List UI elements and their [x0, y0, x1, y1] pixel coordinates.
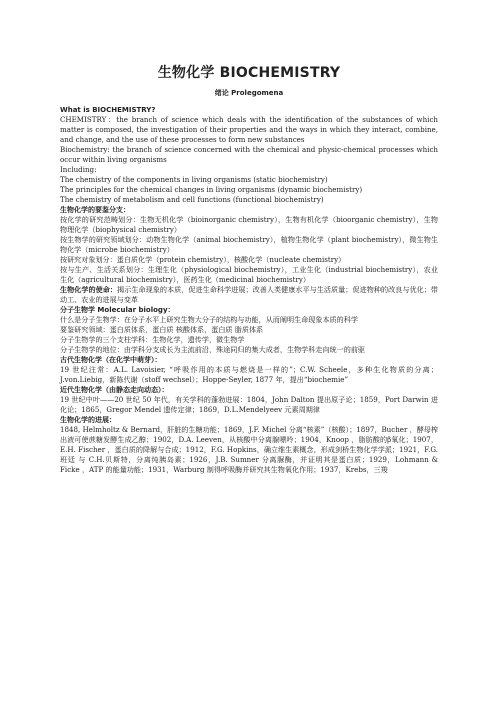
ancient-heading: 古代生物化学（在化学中萌芽）： — [60, 356, 162, 364]
branch-item-2: 按生物学的研究领域划分：动物生物化学（animal biochemistry），植物生物化学（plant biochemistry），微生物生物化学（microbe biochemistry） — [60, 235, 438, 254]
document-title: 生物化学 BIOCHEMISTRY — [157, 65, 341, 81]
modern-text: 19 世纪中叶——20 世纪 50 年代，有关学科的蓬勃进展：1804，John Dalton 提出原子论；1859，Port Darwin 进化论；1865，Gregor Mendel 遗传定律；1869，D.L.Mendelyeev 元素周期律 — [60, 395, 438, 414]
branch-item-1: 按化学的研究范畴划分：生物无机化学（bioinorganic chemistry），生物有机化学（bioorganic chemistry），生物物理化学（biophysical chemistry） — [60, 215, 438, 234]
branch-item-4: 按与生产、生活关系划分：生理生化（physiological biochemistry），工业生化（industrial biochemistry），农业生化（agricultural biochemistry），医药生化（medicinal biochemistry） — [60, 265, 438, 284]
ancient-text: 19 世纪注常：A.L. Lavoisier, “呼吸作用的本质与燃烧是一样的”；C.W. Scheele，多种生化物质的分离；J.von.Liebig，新陈代谢（stoff wechsel）；Hoppe-Seyler, 1877 年，提出“biochemie” — [60, 365, 438, 384]
molbio-item-3: 分子生物学的三个支柱学科：生物化学，遗传学，微生物学 — [60, 335, 245, 344]
including-label: Including: — [60, 165, 97, 174]
mission-label: 生物化学的使命： — [60, 285, 118, 294]
chemistry-definition: CHEMISTRY：the branch of science which deals with the identification of the substances of which matter is composed, the investigation of their properties and the ways in which they interact, combine, and change, and the use of these processes to form new substances — [60, 115, 438, 144]
section-subtitle: 绪论 Prolegomena — [214, 89, 284, 97]
including-item-3: The chemistry of metabolism and cell functions (functional biochemistry) — [60, 195, 324, 204]
branches-heading: 生物化学的要鉴分支： — [60, 206, 130, 214]
what-is-heading: What is BIOCHEMISTRY? — [60, 106, 156, 114]
branch-item-3: 按研究对象划分：蛋白质化学（protein chemistry），核酸化学（nucleate chemistry） — [60, 255, 346, 264]
modern-heading: 近代生物化学（由静态走向动态）： — [60, 386, 169, 394]
progress-heading: 生物化学的进展： — [60, 416, 116, 424]
mission-text: 揭示生命现象的本质，促进生命科学进展；改善人类健康水平与生活质量；促进物种的改良与优化；带动工、农业的进展与变革 — [60, 285, 438, 304]
molbio-item-1: 什么是分子生物学：在分子水平上研究生物大分子的结构与功能，从而阐明生命现象本质的科学 — [60, 315, 358, 324]
molbio-item-4: 分子生物学的地位：由学科分支成长为主流前沿，殊途同归的集大成者，生物学科走向统一的前驱 — [60, 345, 366, 354]
molbio-item-2: 要鉴研究领域：蛋白质体系，蛋白质 核酸体系，蛋白质 脂质体系 — [60, 325, 264, 334]
including-item-1: The chemistry of the components in living organisms (static biochemistry) — [60, 175, 328, 184]
progress-text: 1848, Helmholtz & Bernard，肝脏的生糖功能；1869，J.F. Michel 分离“核素”（核酸）；1897，Bucher ，酵母榨出液可使蔗糖发酵生成乙醇；1902，D.A. Leeven，从核酸中分离腺嘌呤；1904，Knoop ，脂肪酸的β氧化；1907，E.H. Fischer ，蛋白质的降解与合成；1912，F.G. Hopkins，确立维生素概念，形成剑桥生物化学学派；1921，F.G.班廷 与 C.H.贝斯特，分离纯胰岛素；1926，J.B. Sumner 分离脲酶，并证明其是蛋白质；1929，Lohmann & Ficke ，ATP 的能量功能；1931，Warburg 制得呼吸酶并研究其生物氧化作用；1937，Krebs，三羧 — [60, 425, 438, 474]
mission-paragraph — [60, 285, 438, 305]
biochemistry-definition: Biochemistry: the branch of science concerned with the chemical and physic-chemical processes which occur within living organisms — [60, 145, 438, 164]
including-item-2: The principles for the chemical changes in living organisms (dynamic biochemistry) — [60, 185, 363, 194]
molecular-biology-heading: 分子生物学 Molecular biology： — [60, 306, 175, 314]
